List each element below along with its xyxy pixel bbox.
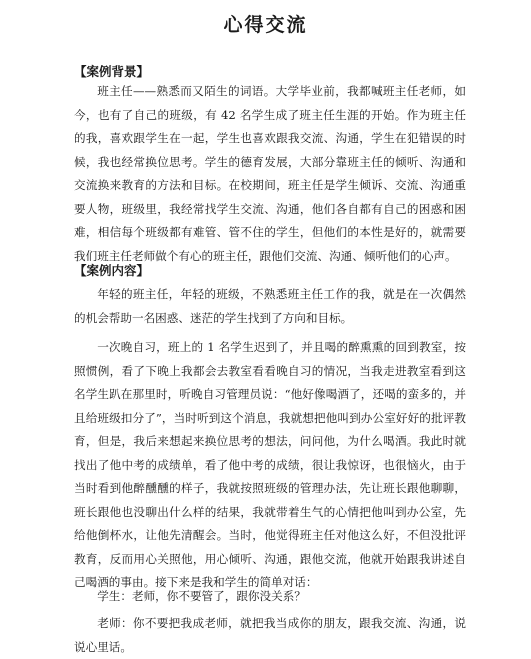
section-heading-content: 【案例内容】 xyxy=(74,263,150,278)
section-heading-background: 【案例背景】 xyxy=(74,64,150,79)
document-title: 心得交流 xyxy=(223,14,308,36)
content-paragraph-intro: 年轻的班主任，年轻的班级，不熟悉班主任工作的我，就是在一次偶然的机会帮助一名困惑、迷茫的学生找到了方向和目标。 xyxy=(74,287,466,325)
dialogue-teacher-line: 老师：你不要把我成老师，就把我当成你的朋友，跟我交流、沟通，说说心里话。 xyxy=(74,616,466,654)
content-paragraph-story: 一次晚自习，班上的 1 名学生迟到了，并且喝的醉熏熏的回到教室，按照惯例，看了下晚上我都会去教室看看晚自习的情况，当我走进教室看到这名学生趴在那里时，听晚自习管理员说：“他好像喝酒了，还喝的蛮多的，并且给班级扣分了”，当时听到这个消息，我就想把他叫到办公室好好的批评教育，但是，我后来想起来换位思考的想法，问问他，为什么喝酒。我此时就找出了他中考的成绩单，看了他中考的成绩，很让我惊讶，也很恼火，由于当时看到他醉醺醺的样子，我就按照班级的管理办法，先让班长跟他聊聊，班长跟他也没聊出什么样的结果，我就带着生气的心情把他叫到办公室，先给他倒杯水，让他先清醒会。当时，他觉得班主任对他这么好，不但没批评教育，反而用心关照他，用心倾听、沟通，跟他交流，他就开始跟我讲述自己喝酒的事由。接下来是我和学生的简单对话： xyxy=(74,340,466,589)
dialogue-student-line: 学生：老师，你不要管了，跟你没关系？ xyxy=(97,589,306,603)
background-paragraph: 班主任——熟悉而又陌生的词语。大学毕业前，我都喊班主任老师，如今，也有了自己的班级，有 42 名学生成了班主任生涯的开始。作为班主任的我，喜欢跟学生在一起，学生也喜欢跟我交流、沟通，学生在犯错误的时候，我也经常换位思考。学生的德育发展，大部分靠班主任的倾听、沟通和交流换来教育的方法和目标。在校期间，班主任是学生倾诉、交流、沟通重要人物，班级里，我经常找学生交流、沟通，他们各自都有自己的困惑和困难，相信每个班级都有难管、管不住的学生，但他们的本性是好的，就需要我们班主任老师做个有心的班主任，跟他们交流、沟通、倾听他们的心声。 xyxy=(74,84,466,263)
